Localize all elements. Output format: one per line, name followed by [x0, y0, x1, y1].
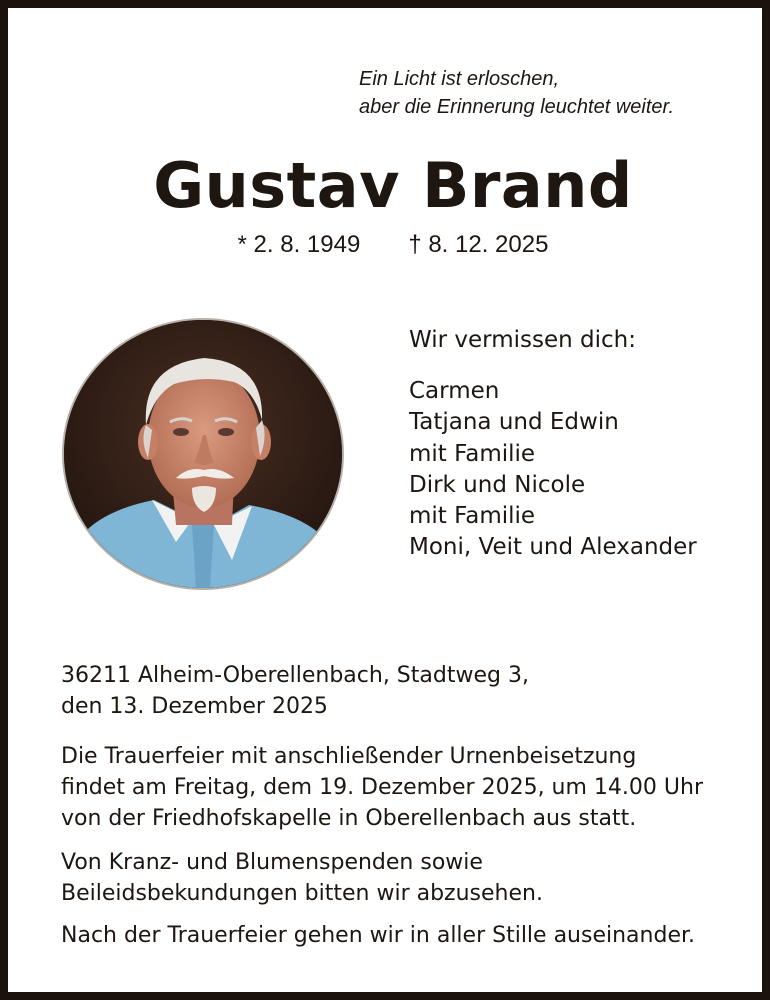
mourner-line: Dirk und Nicole [409, 471, 586, 498]
funeral-notice-line: findet am Freitag, dem 19. Dezember 2025, um 14.00 Uhr [61, 775, 703, 800]
mourner-line: Carmen [409, 378, 500, 404]
date-line: den 13. Dezember 2025 [61, 694, 328, 719]
mourner-line: Moni, Veit und Alexander [409, 534, 697, 561]
motto-line-1: Ein Licht ist erloschen, [359, 68, 560, 90]
motto-quote [359, 65, 674, 121]
motto-line-2: aber die Erinnerung leuchtet weiter. [359, 96, 674, 118]
closing-notice [61, 920, 695, 951]
portrait-photo [62, 318, 344, 590]
birth-date: * 2. 8. 1949 [237, 231, 361, 258]
donations-notice-line: Beileidsbekundungen bitten wir abzusehen. [61, 881, 543, 906]
mourners-list [409, 376, 697, 564]
closing-notice-line: Nach der Trauerfeier gehen wir in aller Stille auseinander. [61, 923, 695, 948]
death-date: † 8. 12. 2025 [408, 231, 549, 258]
mourners-block [409, 324, 697, 564]
mourner-line: mit Familie [409, 440, 536, 467]
life-dates [8, 230, 770, 260]
donations-notice [61, 847, 543, 909]
funeral-notice-line: Die Trauerfeier mit anschließender Urnenbeisetzung [61, 744, 637, 769]
mourner-line: Tatjana und Edwin [409, 409, 619, 436]
funeral-notice-line: von der Friedhofskapelle in Oberellenbach aus statt. [61, 806, 637, 831]
address-line: 36211 Alheim-Oberellenbach, Stadtweg 3, [61, 663, 529, 688]
place-and-date [61, 660, 529, 722]
mourner-line: mit Familie [409, 503, 536, 530]
mourners-heading: Wir vermissen dich: [409, 327, 636, 353]
donations-notice-line: Von Kranz- und Blumenspenden sowie [61, 850, 483, 875]
deceased-name: Gustav Brand [153, 149, 633, 222]
funeral-notice [61, 741, 703, 834]
